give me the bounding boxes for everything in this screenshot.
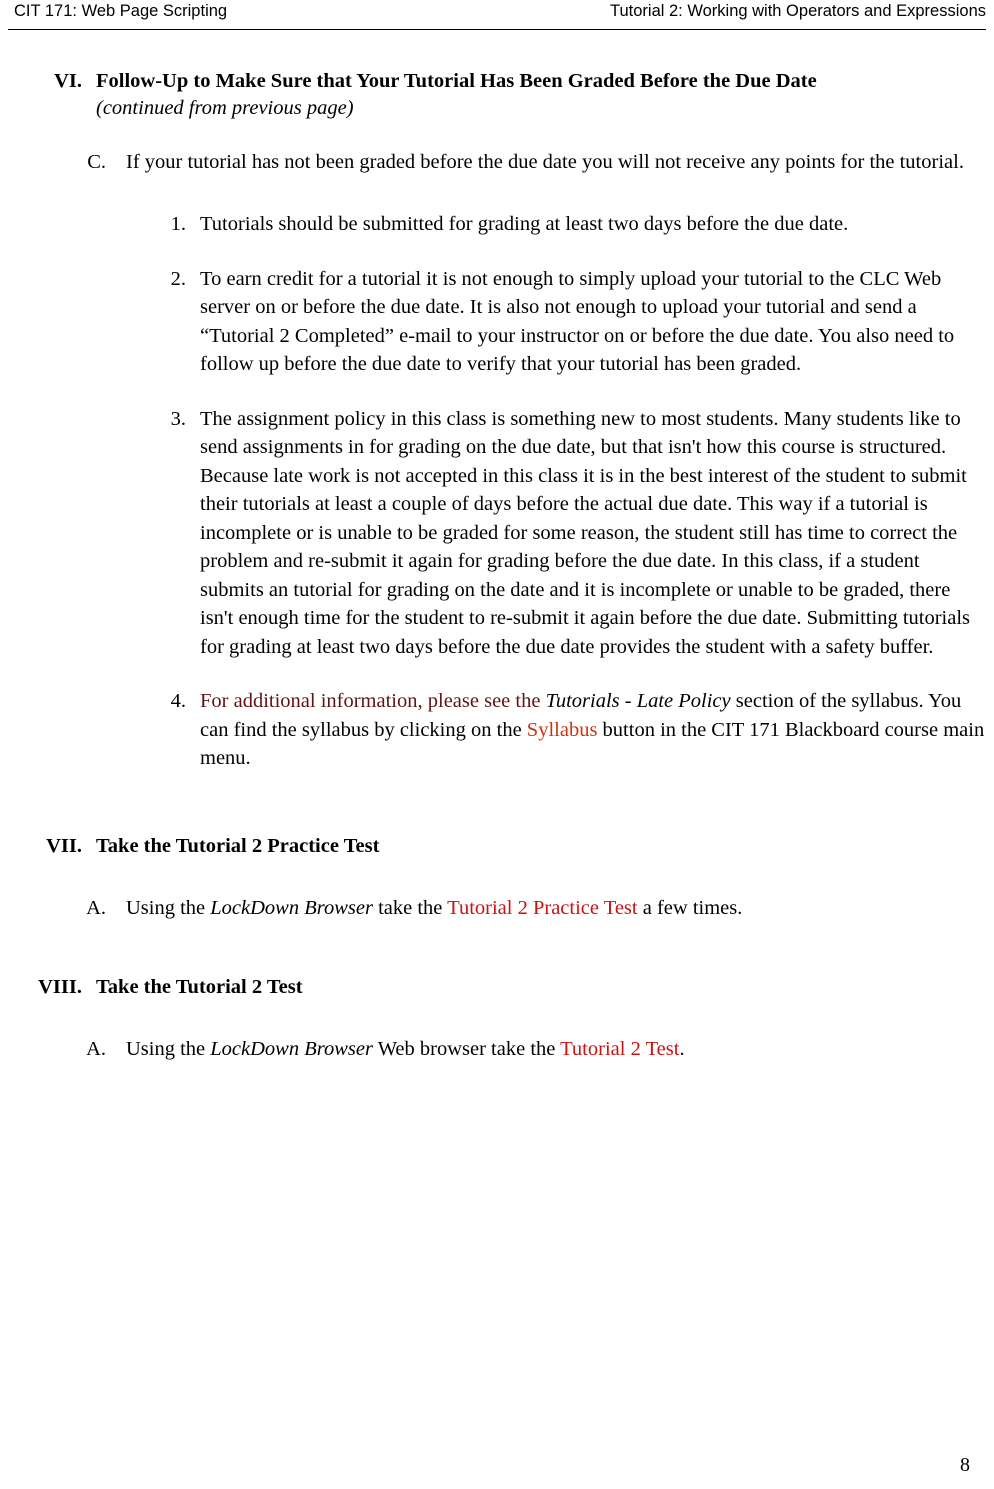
test-middle-text: Web browser take the xyxy=(372,1037,561,1060)
list-text-vi-c: If your tutorial has not been graded before the due date you will not receive any points for the tutorial. xyxy=(126,151,964,173)
list-marker-2: 2. xyxy=(170,267,186,290)
list-item-vi-c-3 xyxy=(0,405,994,662)
section-title-vii: Take the Tutorial 2 Practice Test xyxy=(96,834,380,857)
section-heading-vii xyxy=(0,833,994,860)
list-text-viii-a xyxy=(126,1035,978,1063)
test-lead-text: Using the xyxy=(126,1037,211,1060)
lockdown-browser-name-vii: LockDown Browser xyxy=(210,896,373,919)
header-course-title: CIT 171: Web Page Scripting xyxy=(14,2,228,20)
tutorial-2-practice-test-link[interactable]: Tutorial 2 Practice Test xyxy=(447,896,638,919)
list-text-vi-c-3: The assignment policy in this class is something new to most students. Many students like to send assignments in for grading on the due date, but that isn't how this course is structured. Because late work is not accepted in this class it is in the best interest of the student to submit their tutorials at least a couple of days before the actual due date. This way if a tutorial is incomplete or is unable to be graded for some reason, the student still has time to correct the problem and re-submit it again for grading before the due date. In this class, if a student submits an tutorial for grading on the date and it is incomplete or unable to be graded, there isn't enough time for the student to re-submit it again before the due date. Submitting tutorials for grading at least two days before the due date provides the student with a safety buffer. xyxy=(200,407,971,658)
header-divider-rule xyxy=(8,29,986,30)
list-item-vi-c-1 xyxy=(0,210,994,239)
late-policy-lead-text: For additional information, please see the xyxy=(200,690,546,712)
late-policy-section-name: Tutorials - Late Policy xyxy=(545,690,731,712)
list-marker-viii-a: A. xyxy=(86,1037,106,1060)
list-marker-4: 4. xyxy=(170,690,186,712)
tutorial-2-test-link[interactable]: Tutorial 2 Test xyxy=(560,1037,680,1060)
list-marker-vii-a: A. xyxy=(86,896,106,919)
late-policy-middle-text: section of the syllabus. You can find the syllabus by clicking on the xyxy=(200,690,962,741)
practice-test-trailing-text: a few times. xyxy=(637,896,743,919)
section-marker-vi: VI. xyxy=(54,70,82,92)
list-marker-3: 3. xyxy=(170,407,186,430)
test-trailing-text: . xyxy=(679,1037,685,1060)
page-number: 8 xyxy=(960,1454,970,1476)
header-tutorial-title: Tutorial 2: Working with Operators and Expressions xyxy=(610,2,986,20)
section-heading-vi xyxy=(0,68,994,122)
list-item-vi-c xyxy=(0,148,994,176)
list-item-viii-a xyxy=(0,1035,994,1063)
list-text-vii-a xyxy=(126,894,978,922)
section-marker-viii: VIII. xyxy=(38,975,82,998)
list-marker-1: 1. xyxy=(170,213,186,235)
list-marker-c: C. xyxy=(87,151,106,173)
section-title-viii: Take the Tutorial 2 Test xyxy=(96,975,303,998)
lockdown-browser-name-viii: LockDown Browser xyxy=(210,1037,373,1060)
list-text-vi-c-1: Tutorials should be submitted for grading at least two days before the due date. xyxy=(200,213,849,235)
list-text-vi-c-4 xyxy=(200,687,988,773)
list-item-vi-c-4 xyxy=(0,687,994,773)
late-policy-trailing-text: button in the CIT 171 Blackboard course main menu. xyxy=(200,718,985,769)
list-text-vi-c-2: To earn credit for a tutorial it is not enough to simply upload your tutorial to the CLC Web server on or before the due date. It is also not enough to upload your tutorial and send a “Tutorial 2 Completed” e-mail to your instructor on or before the due date. You also need to follow up before the due date to verify that your tutorial has been graded. xyxy=(200,267,955,375)
document-body xyxy=(0,68,994,1063)
list-item-vii-a xyxy=(0,894,994,922)
page-header xyxy=(14,0,986,30)
syllabus-link[interactable]: Syllabus xyxy=(526,718,598,741)
list-item-vi-c-2 xyxy=(0,265,994,379)
section-vi-continued-note: (continued from previous page) xyxy=(96,97,354,119)
practice-test-middle-text: take the xyxy=(372,896,448,919)
section-title-vi: Follow-Up to Make Sure that Your Tutorial Has Been Graded Before the Due Date xyxy=(96,70,817,92)
section-marker-vii: VII. xyxy=(46,834,82,857)
practice-test-lead-text: Using the xyxy=(126,896,211,919)
section-heading-viii xyxy=(0,974,994,1001)
